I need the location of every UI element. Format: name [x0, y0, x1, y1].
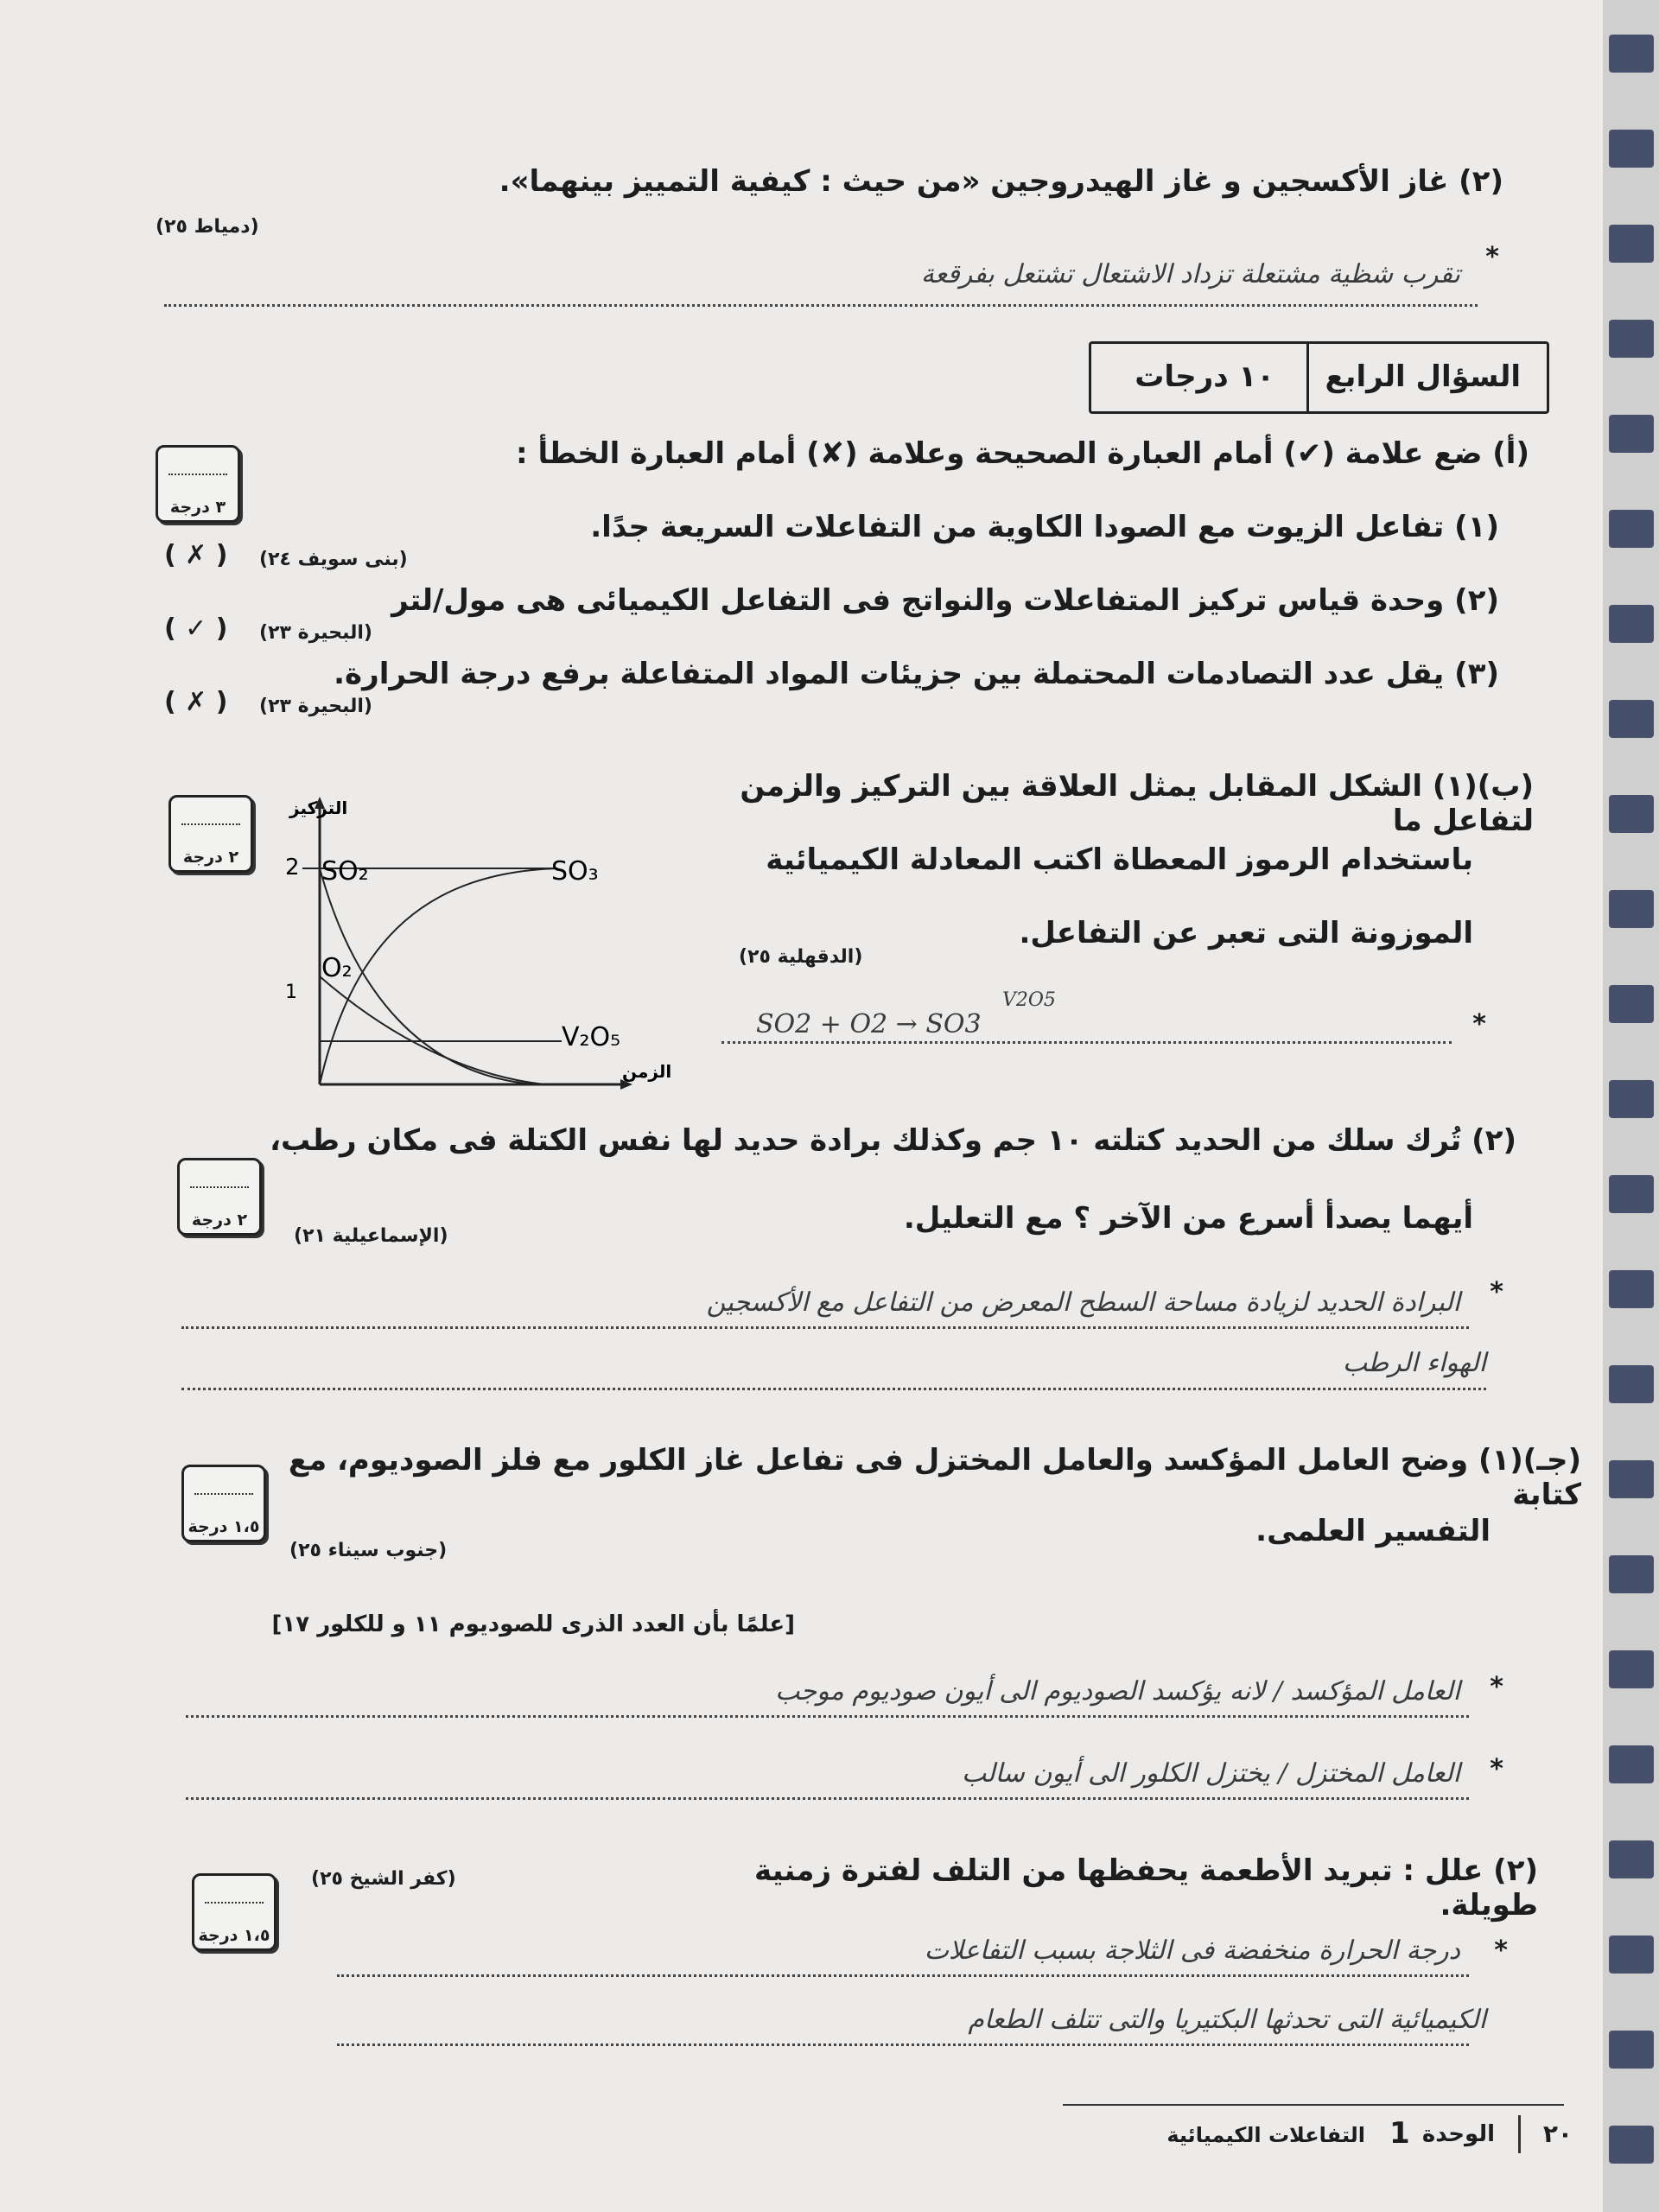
tick-label-2: 2 — [285, 855, 300, 880]
handwritten-catalyst: V2O5 — [1002, 989, 1056, 1011]
answer-line — [186, 1715, 1469, 1718]
handwritten-answer: البرادة الحديد لزيادة مساحة السطح المعرض من التفاعل مع الأكسجين — [706, 1287, 1460, 1318]
answer-bullet: * — [1494, 1936, 1508, 1966]
so3-curve — [320, 868, 557, 1084]
question-source: (الإسماعيلية ٢١) — [294, 1225, 448, 1247]
part-b2-line-1: (٢) تُرك سلك من الحديد كتلته ١٠ جم وكذلك برادة حديد لها نفس الكتلة فى مكان رطب، — [270, 1123, 1516, 1158]
binding-ring — [1609, 985, 1654, 1023]
handwritten-answer: الكيميائية التى تحدثها البكتيريا والتى تتلف الطعام — [968, 2005, 1486, 2035]
x-axis-label: الزمن — [622, 1061, 672, 1082]
part-a-item-1: (١) تفاعل الزيوت مع الصودا الكاوية من التفاعلات السريعة جدًا. — [590, 510, 1499, 544]
section-score: ١٠ درجات — [1135, 359, 1274, 394]
footer-divider — [1518, 2115, 1521, 2153]
binding-ring — [1609, 1460, 1654, 1498]
binding-ring — [1609, 510, 1654, 548]
question-source: (الدقهلية ٢٥) — [739, 946, 863, 968]
part-c2-question: (٢) علل : تبريد الأطعمة يحفظها من التلف لفترة زمنية طويلة. — [754, 1853, 1538, 1923]
question-source: (البحيرة ٢٣) — [259, 696, 372, 717]
answer-line — [337, 1974, 1469, 1977]
score-badge: ١،٥ درجة — [181, 1465, 266, 1542]
binding-ring — [1609, 1365, 1654, 1403]
binding-ring — [1609, 1745, 1654, 1783]
question-source: (بنى سويف ٢٤) — [259, 549, 408, 570]
part-b1-line-2: باستخدام الرموز المعطاة اكتب المعادلة الكيميائية — [766, 842, 1473, 877]
question-source: (جنوب سيناء ٢٥) — [289, 1540, 448, 1561]
binding-ring — [1609, 2126, 1654, 2164]
question-source: (دمياط ٢٥) — [156, 216, 259, 238]
unit-label: الوحدة — [1421, 2121, 1495, 2147]
answer-line — [721, 1041, 1452, 1044]
answer-bullet: * — [1490, 1754, 1503, 1784]
score-badge: ١،٥ درجة — [192, 1873, 276, 1951]
answer-line — [181, 1388, 1486, 1390]
part-a-instructions: (أ) ضع علامة (✔) أمام العبارة الصحيحة وعلامة (✘) أمام العبارة الخطأ : — [516, 436, 1529, 471]
note: [علمًا بأن العدد الذرى للصوديوم ١١ و للكلور ١٧] — [271, 1611, 795, 1637]
binding-ring — [1609, 890, 1654, 928]
answer-line — [337, 2044, 1469, 2046]
answer-line — [186, 1797, 1469, 1800]
binding-ring — [1609, 35, 1654, 73]
o2-curve — [320, 976, 544, 1084]
handwritten-answer: درجة الحرارة منخفضة فى الثلاجة بسبب التفاعلات — [924, 1936, 1460, 1966]
so2-label: SO₂ — [321, 856, 369, 887]
binding-ring — [1609, 2031, 1654, 2069]
so3-label: SO₃ — [551, 856, 599, 887]
question-source: (كفر الشيخ ٢٥) — [311, 1868, 456, 1890]
v2o5-label: V₂O₅ — [562, 1022, 621, 1052]
answer-line — [164, 304, 1478, 307]
part-a-item-2: (٢) وحدة قياس تركيز المتفاعلات والنواتج فى التفاعل الكيميائى هى مول/لتر — [391, 583, 1499, 618]
binding-ring — [1609, 1650, 1654, 1688]
binding-ring — [1609, 1840, 1654, 1878]
binding-ring — [1609, 1175, 1654, 1213]
y-axis-label: التركيز — [289, 798, 348, 818]
score-badge: ٢ درجة — [177, 1158, 262, 1236]
part-b2-line-2: أيهما يصدأ أسرع من الآخر ؟ مع التعليل. — [903, 1201, 1473, 1236]
tick-label-1: 1 — [285, 982, 297, 1003]
binding-ring — [1609, 1936, 1654, 1974]
binding-ring — [1609, 225, 1654, 263]
section-title: السؤال الرابع — [1325, 359, 1521, 394]
binding-ring — [1609, 1270, 1654, 1308]
binding-ring — [1609, 605, 1654, 643]
question-source: (البحيرة ٢٣) — [259, 622, 372, 644]
binding-ring — [1609, 130, 1654, 168]
part-b1-line-1: (ب)(١) الشكل المقابل يمثل العلاقة بين التركيز والزمن لتفاعل ما — [740, 769, 1534, 838]
part-c1-line-2: التفسير العلمى. — [1255, 1514, 1491, 1548]
answer-bullet: * — [1490, 1277, 1503, 1307]
answer-bullet: * — [1490, 1672, 1503, 1702]
section-header — [1089, 341, 1549, 414]
concentration-time-graph — [259, 778, 691, 1106]
handwritten-equation: SO2 + O2 → SO3 — [756, 1009, 982, 1039]
part-c1-line-1: (جـ)(١) وضح العامل المؤكسد والعامل المختزل فى تفاعل غاز الكلور مع فلز الصوديوم، مع كتابة — [288, 1443, 1581, 1512]
binding-ring — [1609, 1555, 1654, 1593]
answer-mark: ( ✗ ) — [164, 540, 228, 570]
binding-ring — [1609, 795, 1654, 833]
handwritten-answer: العامل المختزل / يختزل الكلور الى أيون سالب — [962, 1758, 1460, 1789]
answer-mark: ( ✗ ) — [164, 687, 228, 717]
score-badge: ٢ درجة — [168, 795, 253, 873]
score-badge: ٣ درجة — [156, 445, 240, 523]
answer-mark: ( ✓ ) — [164, 613, 228, 644]
answer-line — [181, 1326, 1469, 1329]
binding-ring — [1609, 320, 1654, 358]
part-a-item-3: (٣) يقل عدد التصادمات المحتملة بين جزيئات المواد المتفاعلة برفع درجة الحرارة. — [334, 657, 1499, 691]
o2-label: O₂ — [321, 953, 353, 983]
page-number: ٢٠ — [1542, 2120, 1573, 2148]
binding-ring — [1609, 415, 1654, 453]
answer-bullet: * — [1472, 1009, 1486, 1039]
binding-ring — [1609, 700, 1654, 738]
part-b1-line-3: الموزونة التى تعبر عن التفاعل. — [1019, 916, 1473, 950]
spiral-binding — [1603, 0, 1659, 2212]
unit-title: التفاعلات الكيميائية — [1166, 2123, 1365, 2147]
answer-bullet: * — [1485, 242, 1499, 272]
binding-ring — [1609, 1080, 1654, 1118]
question-2-text: (٢) غاز الأكسجين و غاز الهيدروجين «من حيث : كيفية التمييز بينهما». — [499, 164, 1503, 199]
handwritten-answer: تقرب شظية مشتعلة تزداد الاشتعال تشتعل بفرقعة — [920, 259, 1460, 289]
unit-number: 1 — [1389, 2116, 1410, 2151]
handwritten-answer: العامل المؤكسد / لانه يؤكسد الصوديوم الى أيون صوديوم موجب — [775, 1676, 1460, 1707]
handwritten-answer: الهواء الرطب — [1342, 1348, 1486, 1378]
footer-rule — [1063, 2104, 1564, 2106]
